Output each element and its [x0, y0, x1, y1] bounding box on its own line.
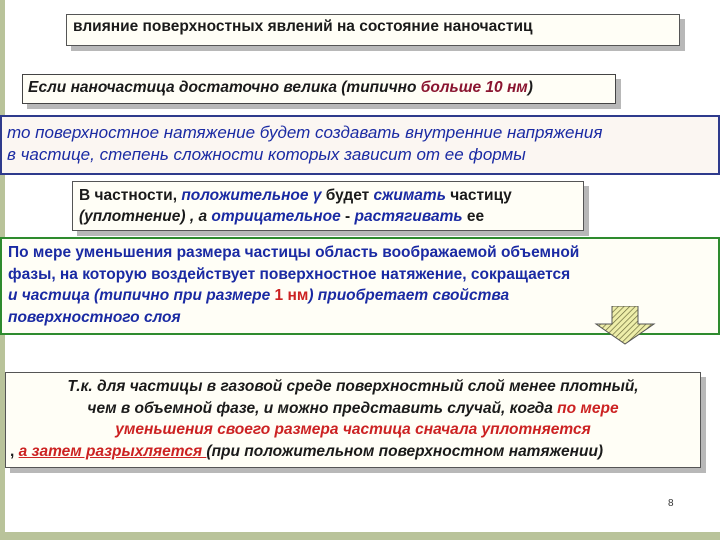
gas-text-4b: (при положительном поверхностном натяжении) — [206, 442, 604, 460]
particular-text-5: - — [340, 208, 355, 225]
decrease-line-4: поверхностного слоя — [8, 308, 181, 326]
down-arrow-icon — [590, 306, 660, 346]
compress-text: сжимать — [373, 187, 446, 204]
surface-tension-box — [0, 115, 720, 175]
condition-text: Если наночастица достаточно велика (типично — [28, 79, 421, 96]
condition-highlight: больше 10 нм — [420, 79, 528, 96]
particular-line-1 — [79, 185, 577, 206]
negative-text: отрицательное — [211, 208, 341, 225]
surface-tension-line-1: то поверхностное натяжение будет создавать внутренние напряжения — [7, 123, 603, 142]
particular-case-box — [72, 181, 584, 231]
gas-line-1: Т.к. для частицы в газовой среде поверхностный слой менее плотный, — [67, 378, 639, 395]
particular-line-2 — [79, 206, 577, 227]
condition-tail: ) — [527, 79, 533, 96]
gas-text-2-red: по мере — [557, 399, 619, 417]
gas-text-2a: чем в объемной фазе, и можно представить случай, когда — [87, 399, 558, 417]
gas-line-2 — [10, 398, 696, 420]
gas-text-4a: , — [10, 442, 19, 460]
particular-text-3: частицу — [445, 187, 512, 204]
gas-line-4 — [10, 441, 696, 463]
surface-tension-line-2: в частице, степень сложности которых зависит от ее формы — [7, 145, 526, 164]
decrease-line-3 — [8, 285, 712, 307]
gas-medium-box — [5, 372, 701, 468]
slide-title-box — [66, 14, 680, 46]
particular-text-1: В частности, — [79, 187, 182, 204]
particular-text-4: (уплотнение) , а — [79, 208, 212, 225]
bottom-decor-bar — [0, 532, 720, 540]
positive-gamma-text: положительное γ — [181, 187, 322, 204]
page-number: 8 — [668, 498, 674, 509]
particular-text-2: будет — [321, 187, 374, 204]
decrease-text-3b: ) приобретает свойства — [308, 287, 510, 304]
stretch-text: растягивать — [354, 208, 463, 225]
slide-title: влияние поверхностных явлений на состояние наночастиц — [73, 18, 533, 35]
decrease-line-1: По мере уменьшения размера частицы область воображаемой объемной — [8, 244, 580, 261]
particular-text-6: ее — [462, 208, 485, 225]
decrease-text-3a: и частица (типично при размере — [8, 287, 275, 304]
decrease-line-2: фазы, на которую воздействует поверхностное натяжение, сокращается — [8, 265, 571, 283]
gas-line-3: уменьшения своего размера частица сначала уплотняется — [115, 421, 591, 438]
gas-text-4-red: а затем разрыхляется — [18, 442, 207, 460]
condition-box — [22, 74, 616, 104]
decrease-size-red: 1 нм — [274, 287, 309, 304]
